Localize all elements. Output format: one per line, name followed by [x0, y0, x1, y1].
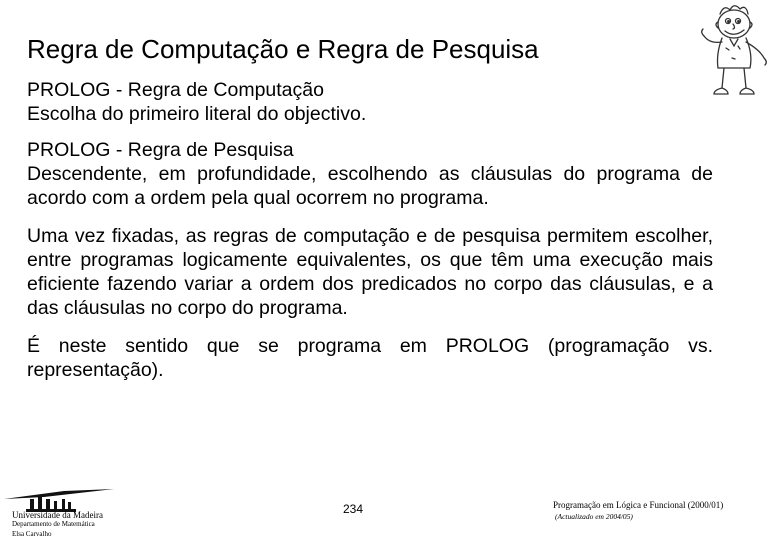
- computation-rule-heading: PROLOG - Regra de Computação: [27, 79, 324, 101]
- course-title: Programação em Lógica e Funcional (2000/01): [553, 500, 724, 510]
- search-rule-heading: PROLOG - Regra de Pesquisa: [27, 139, 294, 161]
- search-rule-text: Descendente, em profundidade, escolhendo as cláusulas do programa de acordo com a ordem pela qual ocorrem no programa.: [27, 163, 713, 209]
- slide-title: Regra de Computação e Regra de Pesquisa: [27, 34, 539, 64]
- university-name: Universidade da Madeira: [12, 510, 103, 520]
- representation-paragraph: É neste sentido que se programa em PROLOG (programação vs. representação).: [27, 335, 713, 381]
- computation-rule-block: [27, 78, 713, 126]
- updated-note: (Actualizado em 2004/05): [555, 512, 633, 521]
- slide-body: [27, 78, 713, 382]
- search-rule-block: [27, 138, 713, 210]
- page-number: 234: [343, 502, 364, 516]
- author-name: Elsa Carvalho: [12, 530, 52, 538]
- department-name: Departamento de Matemática: [12, 520, 95, 528]
- efficiency-paragraph: Uma vez fixadas, as regras de computação e de pesquisa permitem escolher, entre programas logicamente equivalentes, os que têm uma execução mais eficiente fazendo variar a ordem dos predicados no corpo das cláusulas, e a das cláusulas no corpo do programa.: [27, 225, 713, 319]
- computation-rule-text: Escolha do primeiro literal do objectivo.: [27, 103, 367, 125]
